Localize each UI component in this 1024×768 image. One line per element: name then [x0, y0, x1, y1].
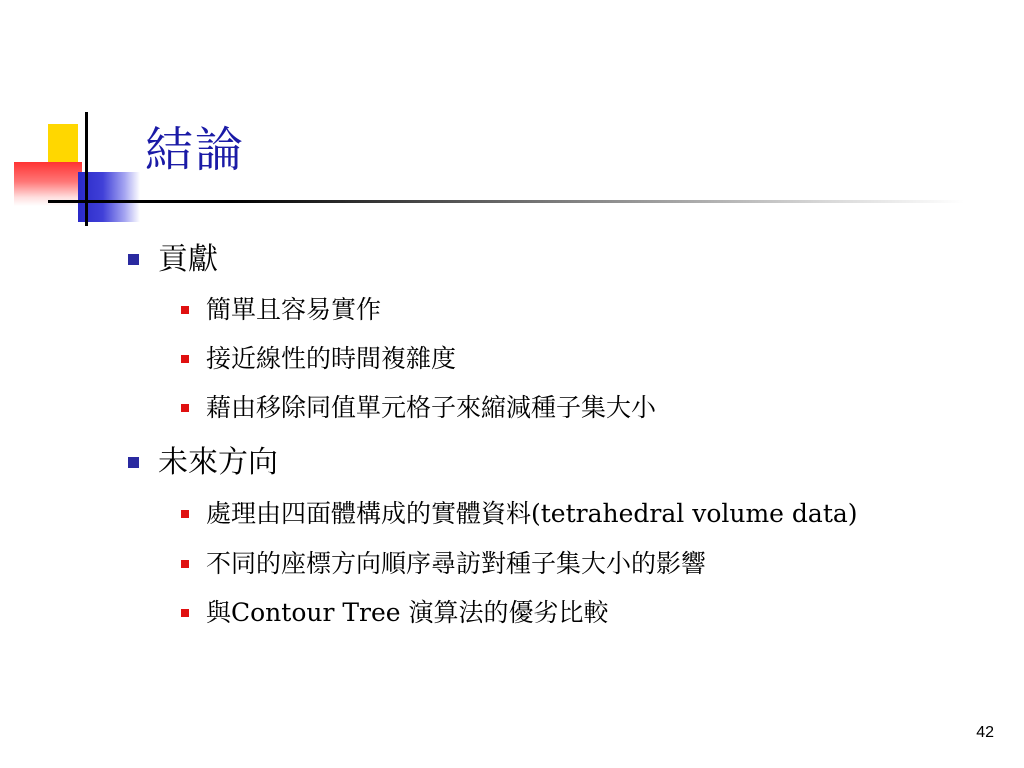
square-bullet-icon — [128, 254, 139, 265]
bullet-text: 不同的座標方向順序尋訪對種子集大小的影響 — [206, 549, 707, 578]
bullet-text: 簡單且容易實作 — [206, 295, 382, 324]
slide-title: 結論 — [145, 122, 246, 178]
bullet-text: 未來方向 — [158, 445, 278, 480]
bullet-text: 貢獻 — [158, 242, 218, 277]
bullet-text: 與Contour Tree 演算法的優劣比較 — [206, 598, 609, 627]
page-number: 42 — [976, 724, 994, 741]
small-square-bullet-icon — [181, 306, 189, 314]
small-square-bullet-icon — [181, 609, 189, 617]
bullet-text: 處理由四面體構成的實體資料(tetrahedral volume data) — [206, 499, 858, 528]
small-square-bullet-icon — [181, 355, 189, 363]
square-bullet-icon — [128, 457, 139, 468]
bullet-contribution — [128, 241, 218, 279]
small-square-bullet-icon — [181, 404, 189, 412]
sub-bullet-tetrahedral — [181, 495, 858, 533]
bullet-text: 藉由移除同值單元格子來縮減種子集大小 — [206, 393, 657, 422]
sub-bullet-traversal-order — [181, 545, 706, 583]
bullet-text: 接近線性的時間複雜度 — [206, 344, 457, 373]
sub-bullet-seed-reduction — [181, 389, 656, 427]
sub-bullet-simple — [181, 291, 381, 329]
small-square-bullet-icon — [181, 560, 189, 568]
small-square-bullet-icon — [181, 510, 189, 518]
sub-bullet-contour-tree — [181, 594, 609, 632]
bullet-future-work — [128, 444, 278, 482]
sub-bullet-complexity — [181, 340, 456, 378]
